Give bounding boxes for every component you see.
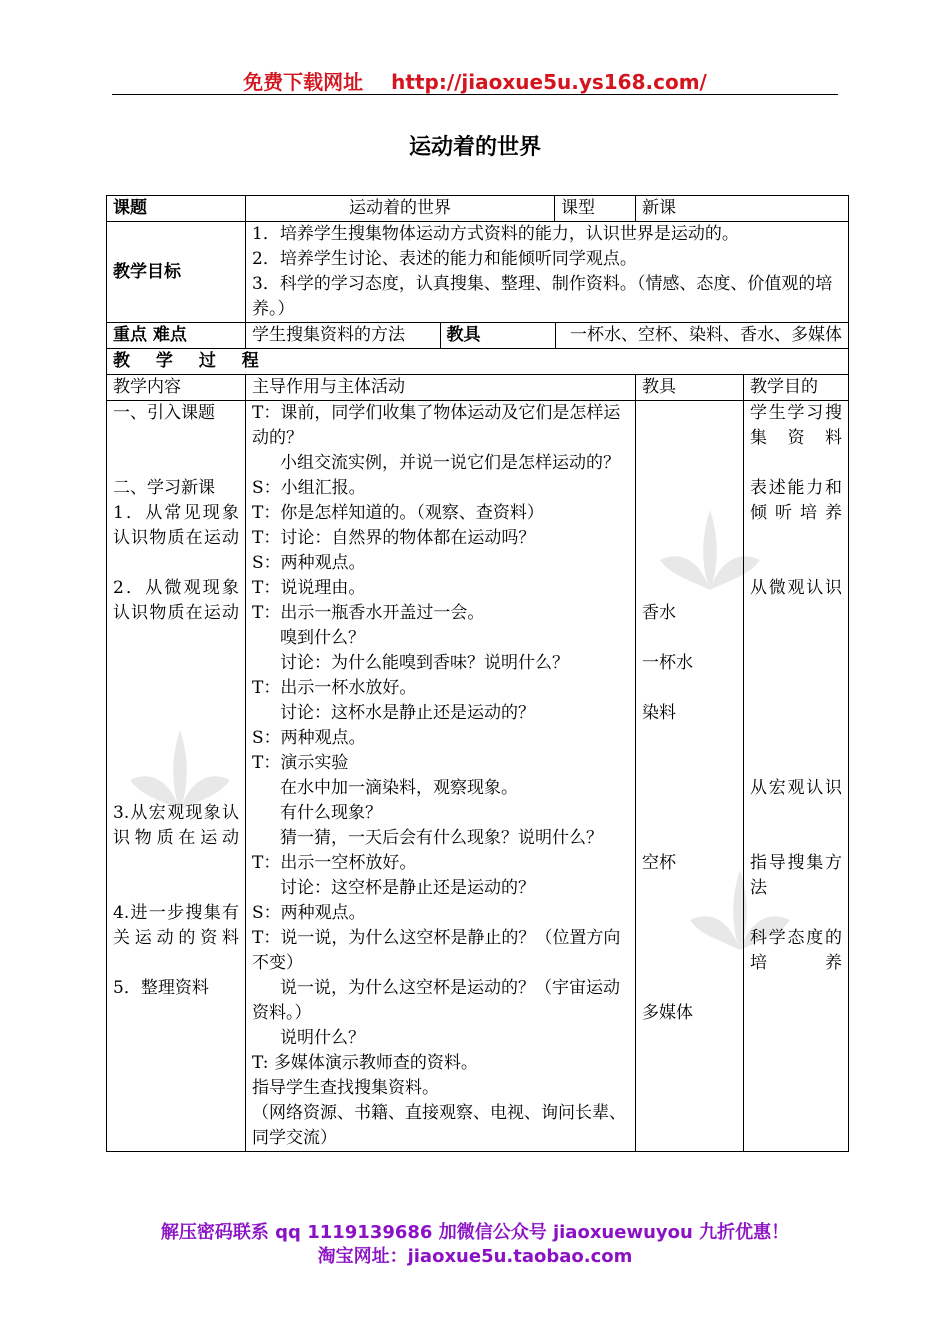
lesson-plan-table — [106, 195, 849, 1152]
objective-item: 1．培养学生搜集物体运动方式资料的能力，认识世界是运动的。 — [252, 224, 739, 244]
tool-item: 香水 — [642, 603, 676, 623]
activity-line: T：出示一瓶香水开盖过一会。 — [252, 603, 485, 623]
process-heading-row — [107, 349, 849, 375]
content-section: 5．整理资料 — [113, 978, 209, 998]
footer-contact-line: 解压密码联系 qq 1119139686 加微信公众号 jiaoxuewuyou 九折优惠！ — [160, 1222, 790, 1243]
keypoints-value: 学生搜集资料的方法 — [252, 325, 405, 345]
objective-item: 2．培养学生讨论、表述的能力和能倾听同学观点。 — [252, 249, 637, 269]
process-column-headers — [107, 375, 849, 401]
content-section: 1．从常见现象认识物质在运动 — [113, 503, 239, 548]
tool-item: 空杯 — [642, 853, 676, 873]
activity-line: T: 多媒体演示教师查的资料。 — [252, 1053, 478, 1073]
objective-item: 3．科学的学习态度，认真搜集、整理、制作资料。（情感、态度、价值观的培养。） — [252, 274, 833, 319]
col-header-content: 教学内容 — [107, 375, 246, 401]
purpose-item: 学生学习搜集资料 — [750, 403, 842, 448]
tools-column — [636, 401, 744, 1152]
activity-line: T：说一说，为什么这空杯是静止的？（位置方向不变） — [252, 928, 621, 973]
activity-line: T：出示一杯水放好。 — [252, 678, 417, 698]
activity-line: T：说说理由。 — [252, 578, 366, 598]
activity-line: T：演示实验 — [252, 753, 349, 773]
activity-line: S：两种观点。 — [252, 553, 366, 573]
keypoints-label: 重点 难点 — [107, 323, 246, 349]
activity-line: 讨论：为什么能嗅到香味？说明什么？ — [280, 653, 569, 673]
process-heading: 教 学 过 程 — [107, 349, 849, 375]
content-section: 4.进一步搜集有关运动的资料 — [113, 903, 239, 948]
activity-line: S：小组汇报。 — [252, 478, 366, 498]
activity-line: T：你是怎样知道的。（观察、查资料） — [252, 503, 544, 523]
lesson-type-value: 新课 — [636, 196, 849, 222]
activity-line: 指导学生查找搜集资料。 — [252, 1078, 439, 1098]
purpose-item: 从宏观认识 — [750, 778, 842, 798]
process-body-row — [107, 401, 849, 1152]
tool-item: 一杯水 — [642, 653, 693, 673]
content-section: 一、引入课题 — [113, 403, 215, 423]
activity-line: T：出示一空杯放好。 — [252, 853, 417, 873]
purpose-item: 从微观认识 — [750, 578, 842, 598]
tool-item: 染料 — [642, 703, 676, 723]
activity-line: S：两种观点。 — [252, 903, 366, 923]
purpose-item: 科学态度的培养 — [750, 928, 842, 973]
activity-line: （网络资源、书籍、直接观察、电视、询问长辈、同学交流） — [252, 1103, 626, 1148]
activity-line: 说一说，为什么这空杯是运动的？（宇宙运动资料。） — [252, 978, 620, 1023]
tool-item: 多媒体 — [642, 1003, 693, 1023]
download-url-link[interactable]: http://jiaoxue5u.ys168.com/ — [391, 70, 707, 94]
activity-line: T：课前，同学们收集了物体运动及它们是怎样运动的？ — [252, 403, 621, 448]
objectives-label: 教学目标 — [107, 222, 246, 323]
topic-value: 运动着的世界 — [246, 196, 555, 222]
content-section: 3.从宏观现象认识物质在运动 — [113, 803, 239, 848]
col-header-activity: 主导作用与主体活动 — [246, 375, 636, 401]
activity-line: S：两种观点。 — [252, 728, 366, 748]
activity-line: 讨论：这杯水是静止还是运动的？ — [280, 703, 535, 723]
activity-line: T：讨论：自然界的物体都在运动吗？ — [252, 528, 536, 548]
purpose-column — [744, 401, 849, 1152]
topic-label: 课题 — [107, 196, 246, 222]
activity-line: 小组交流实例，并说一说它们是怎样运动的？ — [280, 453, 620, 473]
purpose-item: 表述能力和倾听培养 — [750, 478, 842, 523]
col-header-tools: 教具 — [636, 375, 744, 401]
tools-label: 教具 — [440, 323, 555, 348]
content-section: 二、学习新课 — [113, 478, 215, 498]
lesson-type-label: 课型 — [555, 196, 636, 222]
content-section: 2．从微观现象认识物质在运动 — [113, 578, 239, 623]
download-label: 免费下载网址 — [243, 70, 364, 94]
purpose-item: 指导搜集方法 — [750, 853, 842, 898]
col-header-purpose: 教学目的 — [744, 375, 849, 401]
activity-line: 讨论：这空杯是静止还是运动的？ — [280, 878, 535, 898]
objectives-list — [246, 222, 849, 323]
document-title: 运动着的世界 — [408, 135, 541, 160]
activity-line: 说明什么？ — [280, 1028, 365, 1048]
tools-value: 一杯水、空杯、染料、香水、多媒体 — [555, 323, 848, 348]
keypoints-row — [107, 323, 849, 349]
activity-line: 在水中加一滴染料，观察现象。 — [280, 778, 518, 798]
activity-line: 嗅到什么？ — [280, 628, 365, 648]
download-header — [0, 66, 950, 95]
activity-line: 猜一猜，一天后会有什么现象？说明什么？ — [280, 828, 603, 848]
activity-column — [246, 401, 636, 1152]
objectives-row — [107, 222, 849, 323]
footer-taobao-link[interactable]: 淘宝网址：jiaoxue5u.taobao.com — [317, 1246, 633, 1267]
activity-line: 有什么现象？ — [280, 803, 382, 823]
content-column — [107, 401, 246, 1152]
header-divider — [112, 94, 838, 95]
topic-row — [107, 196, 849, 222]
